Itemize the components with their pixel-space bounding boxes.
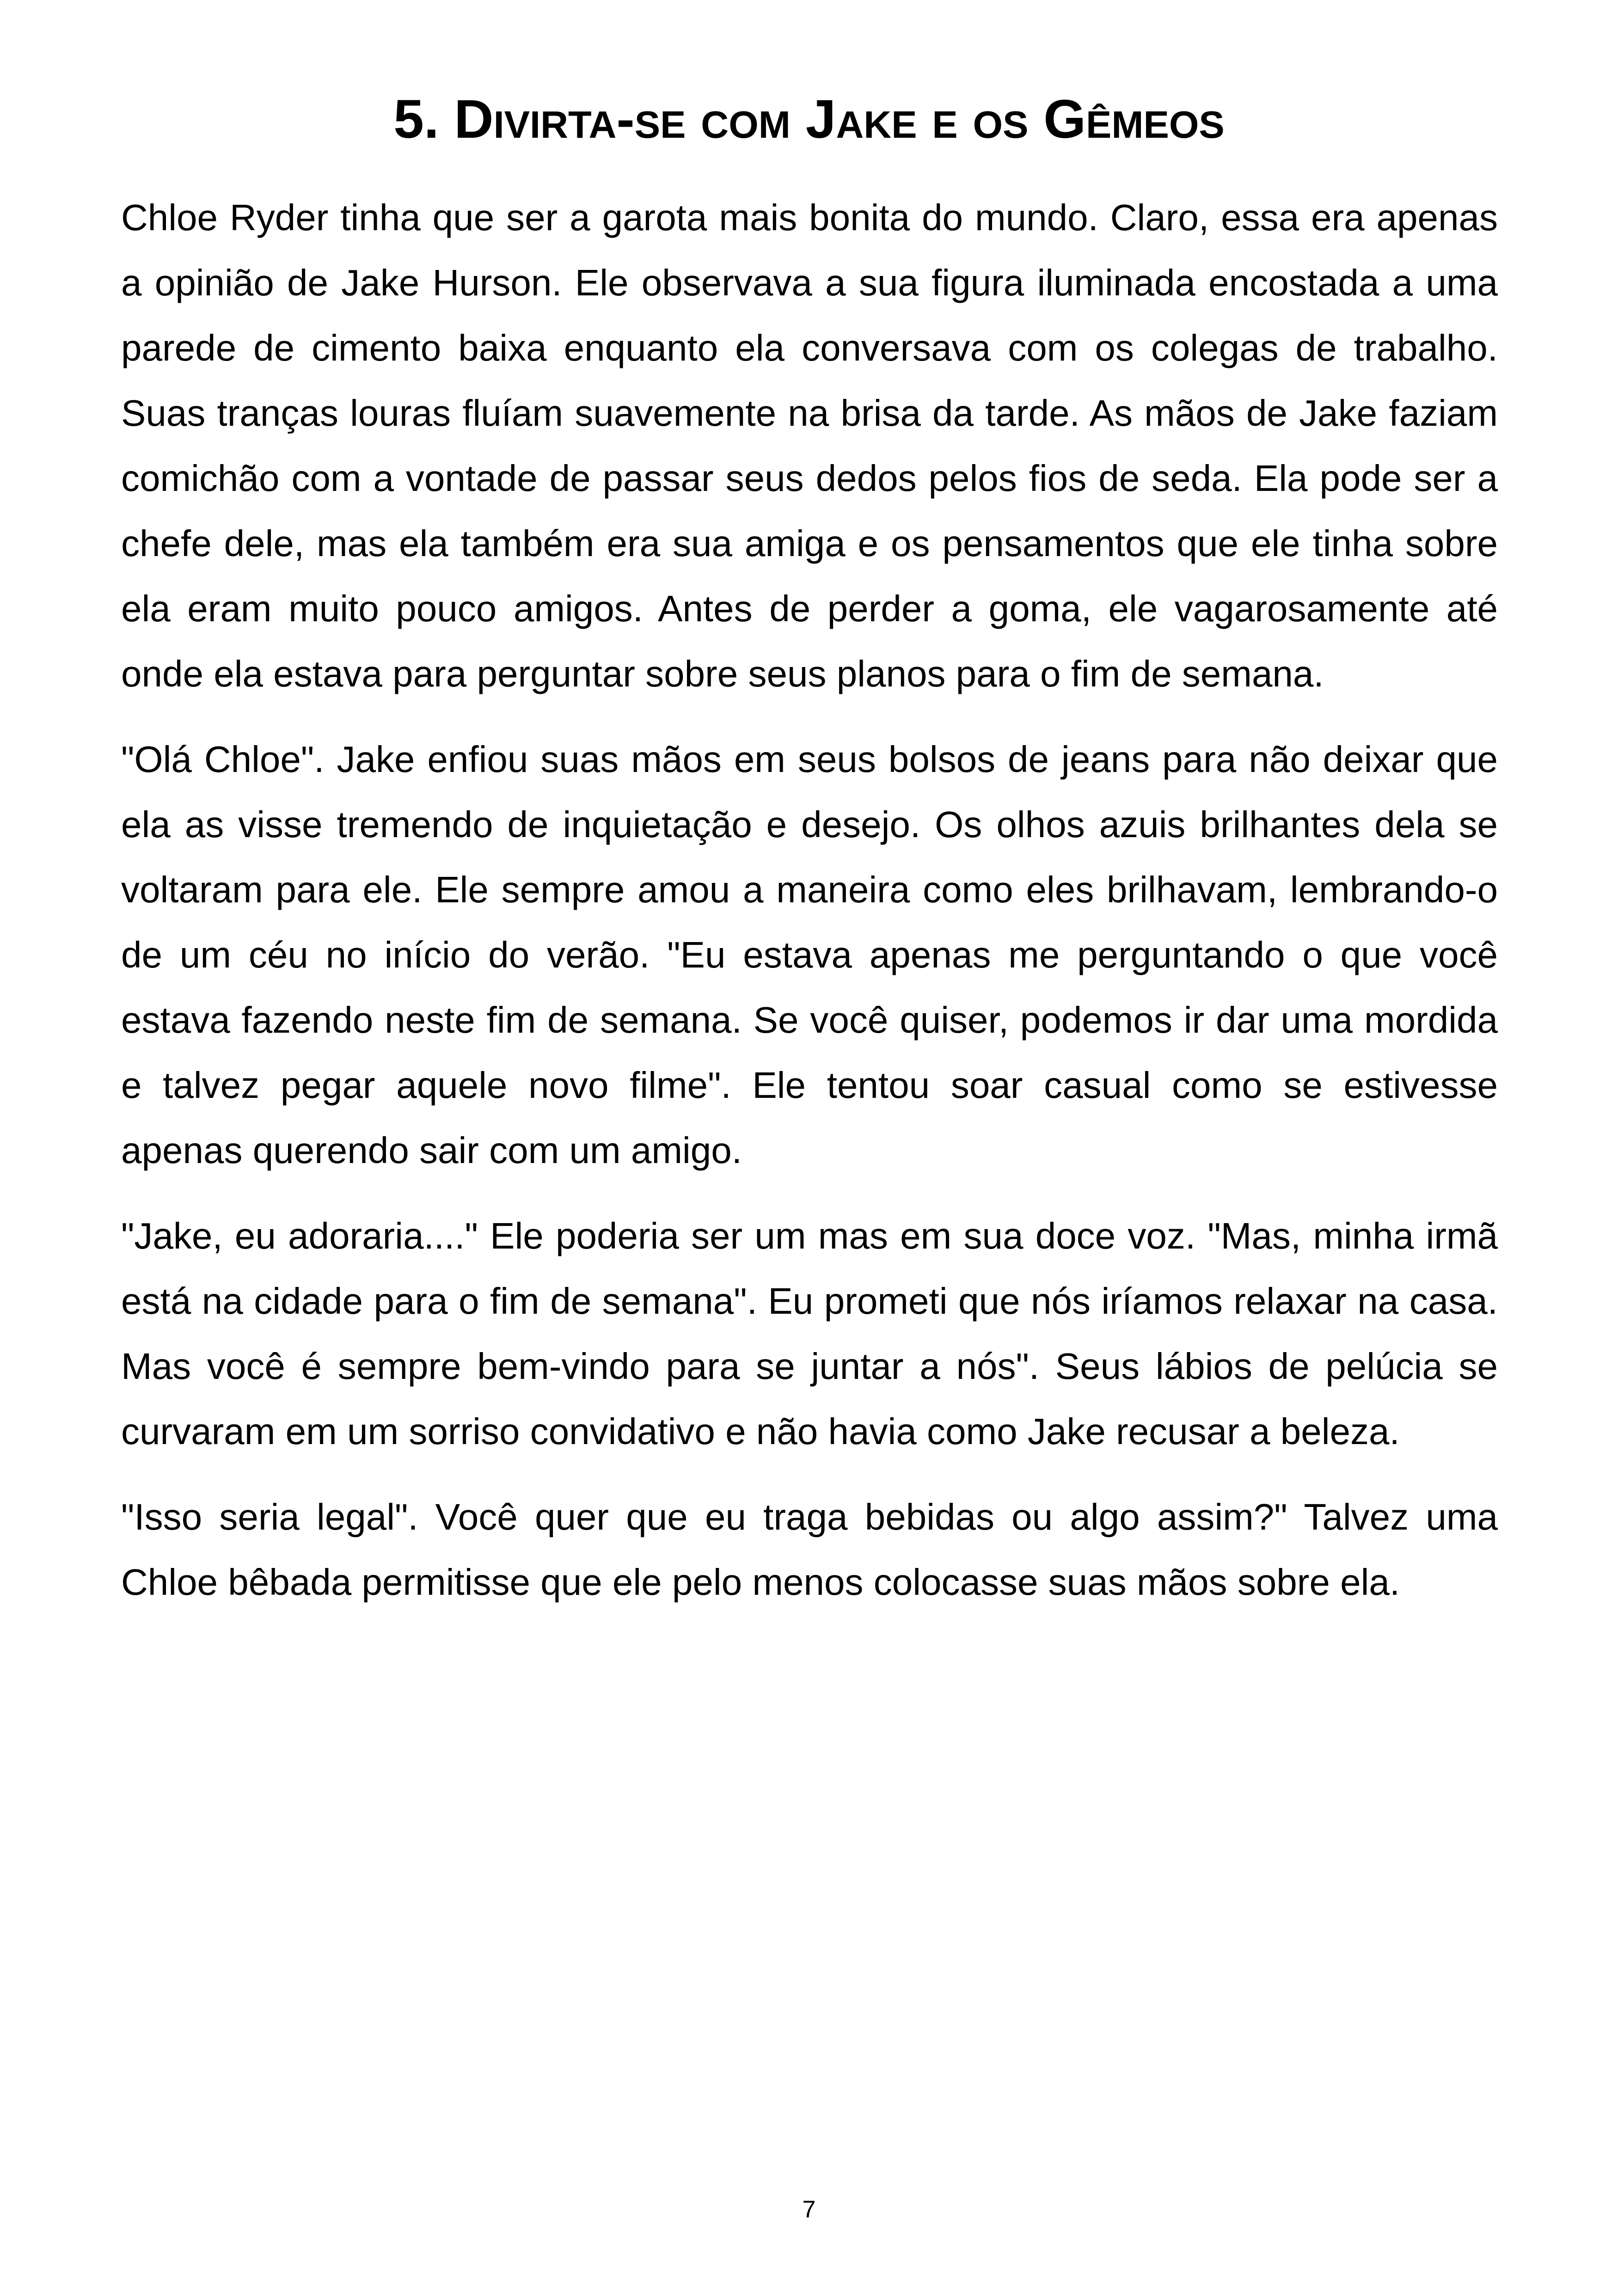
body-text (121, 185, 1498, 1635)
page-number: 7 (802, 2196, 816, 2223)
paragraph: "Isso seria legal". Você quer que eu traga bebidas ou algo assim?" Talvez uma Chloe bêbada permitisse que ele pelo menos colocasse suas mãos sobre ela. (121, 1496, 1498, 1603)
paragraph: "Olá Chloe". Jake enfiou suas mãos em seus bolsos de jeans para não deixar que ela as visse tremendo de inquietação e desejo. Os olhos azuis brilhantes dela se voltaram para ele. Ele sempre amou a maneira como eles brilhavam, lembrando-o de um céu no início do verão. "Eu estava apenas me perguntando o que você estava fazendo neste fim de semana. Se você quiser, podemos ir dar uma mordida e talvez pegar aquele novo filme". Ele tentou soar casual como se estivesse apenas querendo sair com um amigo. (121, 739, 1498, 1171)
chapter-title-text: 5. Divirta-se com Jake e os Gêmeos (393, 89, 1225, 150)
paragraph: "Jake, eu adoraria...." Ele poderia ser um mas em sua doce voz. "Mas, minha irmã está na cidade para o fim de semana". Eu prometi que nós iríamos relaxar na casa. Mas você é sempre bem-vindo para se juntar a nós". Seus lábios de pelúcia se curvaram em um sorriso convidativo e não havia como Jake recusar a beleza. (121, 1215, 1498, 1452)
chapter-title (0, 82, 1618, 156)
paragraph: Chloe Ryder tinha que ser a garota mais bonita do mundo. Claro, essa era apenas a opinião de Jake Hurson. Ele observava a sua figura iluminada encostada a uma parede de cimento baixa enquanto ela conversava com os colegas de trabalho. Suas tranças louras fluíam suavemente na brisa da tarde. As mãos de Jake faziam comichão com a vontade de passar seus dedos pelos fios de seda. Ela pode ser a chefe dele, mas ela também era sua amiga e os pensamentos que ele tinha sobre ela eram muito pouco amigos. Antes de perder a goma, ele vagarosamente até onde ela estava para perguntar sobre seus planos para o fim de semana. (121, 197, 1498, 694)
